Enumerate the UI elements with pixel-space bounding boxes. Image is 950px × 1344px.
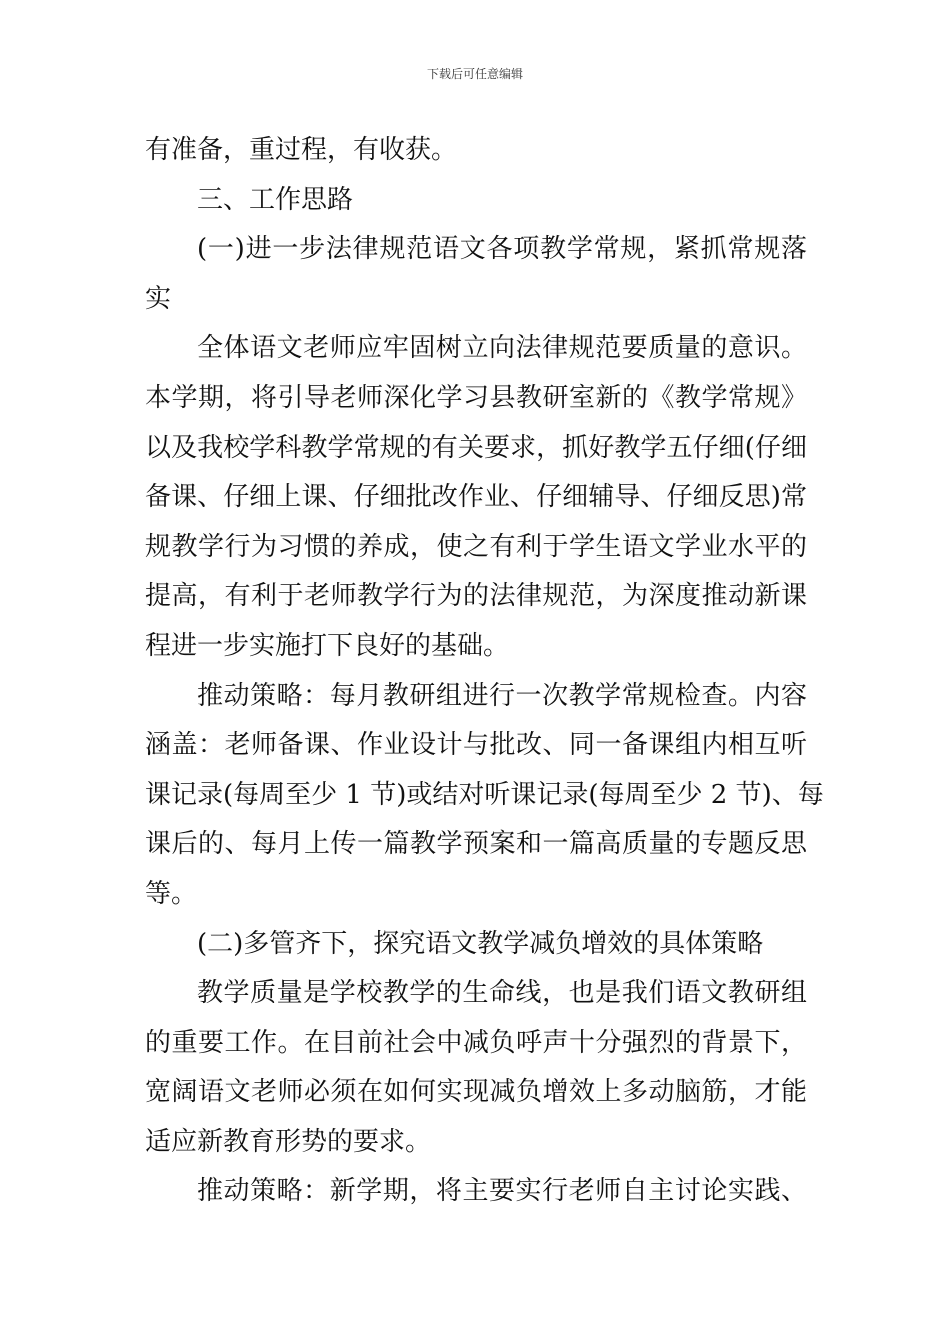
paragraph-line: 适应新教育形势的要求。 [145, 1126, 432, 1157]
subsection-heading: (二)多管齐下，探究语文教学减负增效的具体策略 [197, 928, 764, 959]
paragraph-line: 的重要工作。在目前社会中减负呼声十分强烈的背景下， [145, 1027, 807, 1058]
page-header-note: 下载后可任意编辑 [426, 67, 523, 81]
subsection-heading-continued: 实 [145, 283, 172, 314]
paragraph-line: 等。 [145, 878, 198, 909]
paragraph-line: 备课、仔细上课、仔细批改作业、仔细辅导、仔细反思)常 [145, 482, 807, 513]
paragraph-line: 推动策略：新学期，将主要实行老师自主讨论实践、 [197, 1176, 807, 1207]
paragraph-line: 教学质量是学校教学的生命线，也是我们语文教研组 [197, 978, 807, 1009]
subsection-heading: (一)进一步法律规范语文各项教学常规，紧抓常规落 [197, 234, 807, 265]
paragraph-line: 推动策略：每月教研组进行一次教学常规检查。内容 [197, 680, 807, 711]
section-heading: 三、工作思路 [197, 184, 354, 215]
paragraph-line: 规教学行为习惯的养成，使之有利于学生语文学业水平的 [145, 531, 807, 562]
paragraph-line: 课后的、每月上传一篇教学预案和一篇高质量的专题反思 [145, 829, 807, 860]
text-line: 有准备，重过程，有收获。 [145, 135, 458, 165]
paragraph-line: 程进一步实施打下良好的基础。 [145, 630, 510, 661]
document-body [145, 126, 824, 1217]
paragraph-line: 以及我校学科教学常规的有关要求，抓好教学五仔细(仔细 [145, 432, 807, 463]
paragraph-line: 宽阔语文老师必须在如何实现减负增效上多动脑筋，才能 [145, 1077, 807, 1108]
paragraph-line: 全体语文老师应牢固树立向法律规范要质量的意识。 [197, 333, 807, 364]
paragraph-line: 本学期，将引导老师深化学习县教研室新的《教学常规》 [145, 382, 807, 413]
paragraph-line: 提高，有利于老师教学行为的法律规范，为深度推动新课 [145, 581, 807, 612]
paragraph-line: 涵盖：老师备课、作业设计与批改、同一备课组内相互听 [145, 730, 807, 761]
paragraph-line: 课记录(每周至少 1 节)或结对听课记录(每周至少 2 节)、每 [145, 779, 824, 810]
